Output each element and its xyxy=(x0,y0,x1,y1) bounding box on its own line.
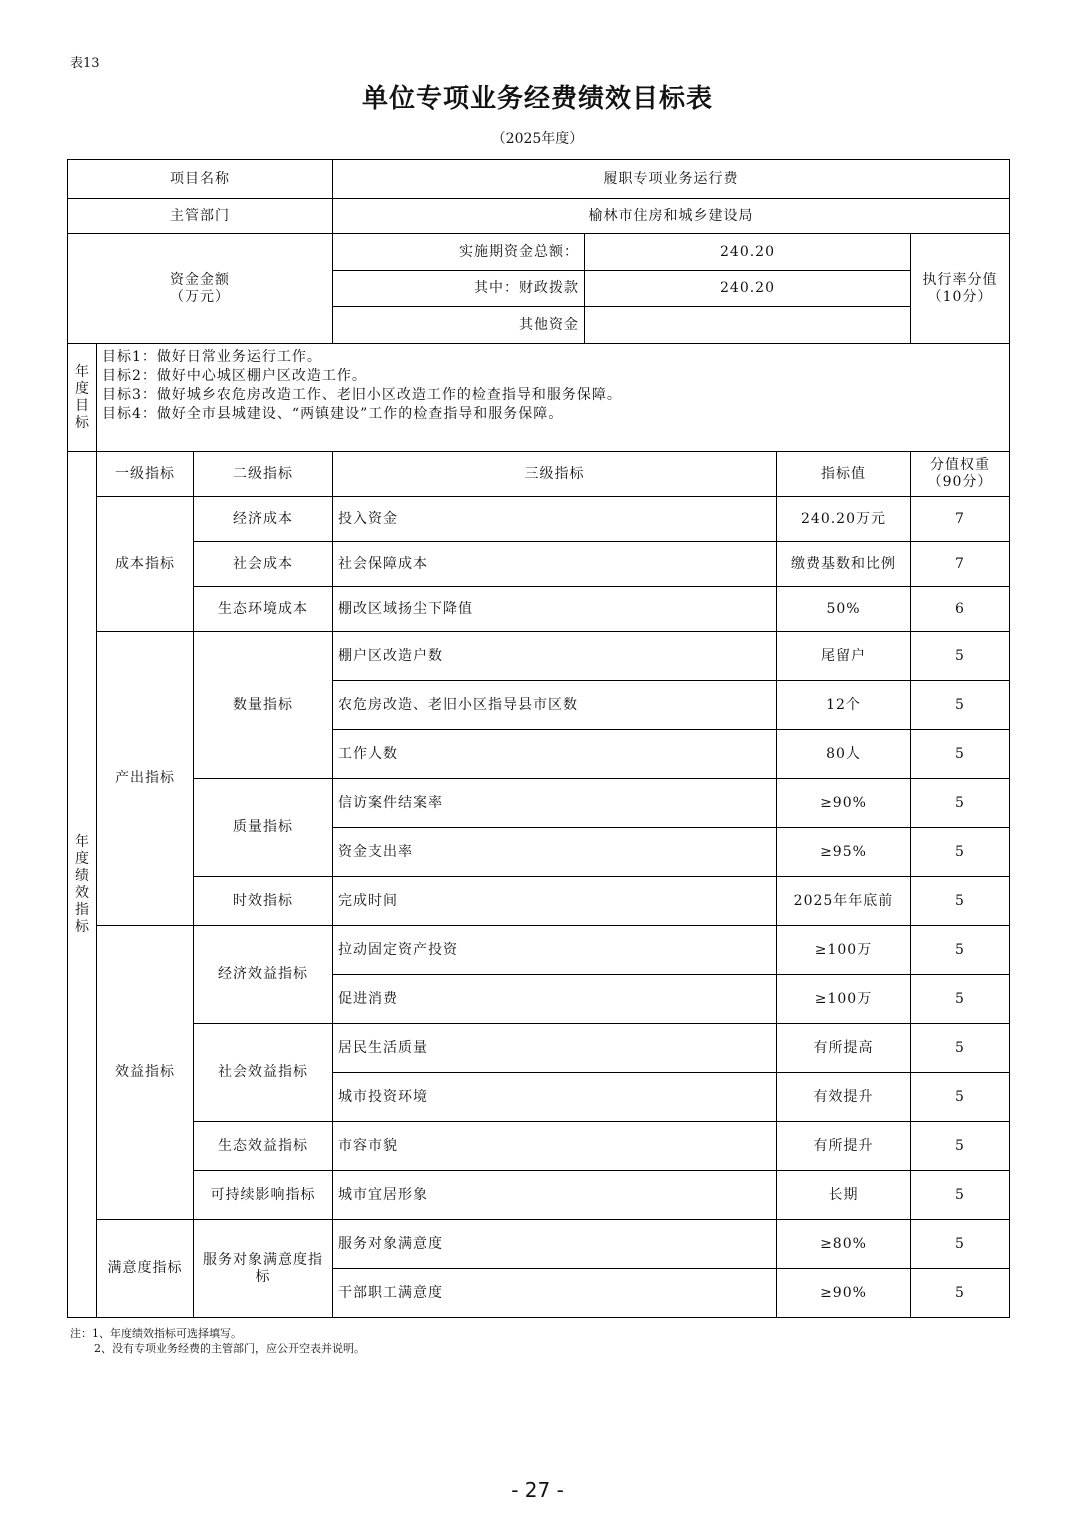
level2-cell: 质量指标 xyxy=(194,779,333,877)
other-funds-label: 其他资金 xyxy=(333,307,585,344)
table-row xyxy=(68,1024,1010,1073)
level3-cell: 农危房改造、老旧小区指导县市区数 xyxy=(333,681,777,730)
level3-cell: 完成时间 xyxy=(333,877,777,926)
value-cell: ≥80% xyxy=(777,1220,911,1269)
department-value: 榆林市住房和城乡建设局 xyxy=(333,199,1010,234)
goal-item: 目标4：做好全市县城建设、“两镇建设”工作的检查指导和服务保障。 xyxy=(102,406,564,422)
level1-benefit: 效益指标 xyxy=(97,926,194,1220)
level3-cell: 投入资金 xyxy=(333,497,777,542)
table-row xyxy=(68,497,1010,542)
weight-cell: 5 xyxy=(911,1171,1010,1220)
performance-target-table xyxy=(67,159,1010,1318)
weight-cell: 7 xyxy=(911,542,1010,587)
value-cell: 长期 xyxy=(777,1171,911,1220)
level2-cell: 经济效益指标 xyxy=(194,926,333,1024)
weight-cell: 5 xyxy=(911,975,1010,1024)
table-row xyxy=(68,1220,1010,1269)
level3-cell: 市容市貌 xyxy=(333,1122,777,1171)
annual-indicators-label: 年度绩效指标 xyxy=(68,452,97,1318)
funds-label-line2: （万元） xyxy=(170,288,230,305)
weight-cell: 5 xyxy=(911,1073,1010,1122)
level3-cell: 促进消费 xyxy=(333,975,777,1024)
header-value: 指标值 xyxy=(777,452,911,497)
level3-cell: 城市宜居形象 xyxy=(333,1171,777,1220)
level3-cell: 工作人数 xyxy=(333,730,777,779)
table-row xyxy=(68,877,1010,926)
execution-rate-score xyxy=(911,234,1010,344)
level3-cell: 棚户区改造户数 xyxy=(333,632,777,681)
level2-cell: 社会效益指标 xyxy=(194,1024,333,1122)
value-cell: 缴费基数和比例 xyxy=(777,542,911,587)
level3-cell: 居民生活质量 xyxy=(333,1024,777,1073)
value-cell: 有所提升 xyxy=(777,1122,911,1171)
project-name-value: 履职专项业务运行费 xyxy=(333,160,1010,199)
funds-label-line1: 资金金额 xyxy=(170,271,230,288)
value-cell: ≥90% xyxy=(777,1269,911,1318)
table-row xyxy=(68,587,1010,632)
weight-cell: 6 xyxy=(911,587,1010,632)
table-row xyxy=(68,1122,1010,1171)
level3-cell: 干部职工满意度 xyxy=(333,1269,777,1318)
table-row xyxy=(68,1171,1010,1220)
weight-cell: 5 xyxy=(911,1024,1010,1073)
header-level2: 二级指标 xyxy=(194,452,333,497)
other-funds-value xyxy=(585,307,911,344)
weight-cell: 5 xyxy=(911,1220,1010,1269)
value-cell: 有效提升 xyxy=(777,1073,911,1122)
value-cell: 有所提高 xyxy=(777,1024,911,1073)
page-number: - 27 - xyxy=(511,1478,564,1502)
project-name-label: 项目名称 xyxy=(68,160,333,199)
footnote-line: 注：1、年度绩效指标可选择填写。 xyxy=(70,1327,242,1340)
table-row xyxy=(68,779,1010,828)
weight-cell: 5 xyxy=(911,779,1010,828)
weight-cell: 5 xyxy=(911,926,1010,975)
level2-cell: 数量指标 xyxy=(194,632,333,779)
header-weight-line1: 分值权重 xyxy=(930,457,990,473)
header-weight-line2: （90分） xyxy=(927,474,993,490)
year-subtitle: （2025年度） xyxy=(491,131,584,147)
header-level1: 一级指标 xyxy=(97,452,194,497)
weight-cell: 7 xyxy=(911,497,1010,542)
level1-cost: 成本指标 xyxy=(97,497,194,632)
goal-item: 目标1：做好日常业务运行工作。 xyxy=(102,349,322,365)
level3-cell: 棚改区域扬尘下降值 xyxy=(333,587,777,632)
level2-cell: 生态效益指标 xyxy=(194,1122,333,1171)
weight-cell: 5 xyxy=(911,632,1010,681)
page-title: 单位专项业务经费绩效目标表 xyxy=(361,84,713,114)
level1-satisfaction: 满意度指标 xyxy=(97,1220,194,1318)
level2-cell: 时效指标 xyxy=(194,877,333,926)
weight-cell: 5 xyxy=(911,730,1010,779)
value-cell: 12个 xyxy=(777,681,911,730)
weight-cell: 5 xyxy=(911,681,1010,730)
goal-item: 目标2：做好中心城区棚户区改造工作。 xyxy=(102,368,367,384)
table-row xyxy=(68,632,1010,681)
weight-cell: 5 xyxy=(911,1122,1010,1171)
goal-item: 目标3：做好城乡农危房改造工作、老旧小区改造工作的检查指导和服务保障。 xyxy=(102,387,622,403)
department-label: 主管部门 xyxy=(68,199,333,234)
level2-cell: 服务对象满意度指标 xyxy=(194,1220,333,1318)
value-cell: ≥95% xyxy=(777,828,911,877)
level3-cell: 服务对象满意度 xyxy=(333,1220,777,1269)
total-funds-value: 240.20 xyxy=(585,234,911,271)
level2-cell: 可持续影响指标 xyxy=(194,1171,333,1220)
value-cell: 50% xyxy=(777,587,911,632)
level3-cell: 资金支出率 xyxy=(333,828,777,877)
funds-label xyxy=(68,234,333,344)
annual-goals-label: 年度目标 xyxy=(68,344,97,452)
value-cell: ≥90% xyxy=(777,779,911,828)
value-cell: ≥100万 xyxy=(777,975,911,1024)
value-cell: ≥100万 xyxy=(777,926,911,975)
fiscal-funds-value: 240.20 xyxy=(585,271,911,307)
header-level3: 三级指标 xyxy=(333,452,777,497)
table-number: 表13 xyxy=(70,56,100,71)
footnotes xyxy=(70,1326,365,1356)
annual-goals-text xyxy=(97,344,1010,452)
value-cell: 2025年年底前 xyxy=(777,877,911,926)
level3-cell: 信访案件结案率 xyxy=(333,779,777,828)
footnote-line: 2、没有专项业务经费的主管部门，应公开空表并说明。 xyxy=(94,1342,365,1355)
weight-cell: 5 xyxy=(911,828,1010,877)
value-cell: 240.20万元 xyxy=(777,497,911,542)
value-cell: 80人 xyxy=(777,730,911,779)
level3-cell: 拉动固定资产投资 xyxy=(333,926,777,975)
level2-cell: 生态环境成本 xyxy=(194,587,333,632)
level2-cell: 社会成本 xyxy=(194,542,333,587)
weight-cell: 5 xyxy=(911,877,1010,926)
table-row xyxy=(68,926,1010,975)
weight-cell: 5 xyxy=(911,1269,1010,1318)
level3-cell: 社会保障成本 xyxy=(333,542,777,587)
header-weight xyxy=(911,452,1010,497)
table-row xyxy=(68,542,1010,587)
fiscal-funds-label: 其中：财政拨款 xyxy=(333,271,585,307)
total-funds-label: 实施期资金总额： xyxy=(333,234,585,271)
level1-output: 产出指标 xyxy=(97,632,194,926)
execution-rate-line1: 执行率分值 xyxy=(922,271,998,288)
execution-rate-line2: （10分） xyxy=(927,288,993,305)
value-cell: 尾留户 xyxy=(777,632,911,681)
level3-cell: 城市投资环境 xyxy=(333,1073,777,1122)
level2-cell: 经济成本 xyxy=(194,497,333,542)
